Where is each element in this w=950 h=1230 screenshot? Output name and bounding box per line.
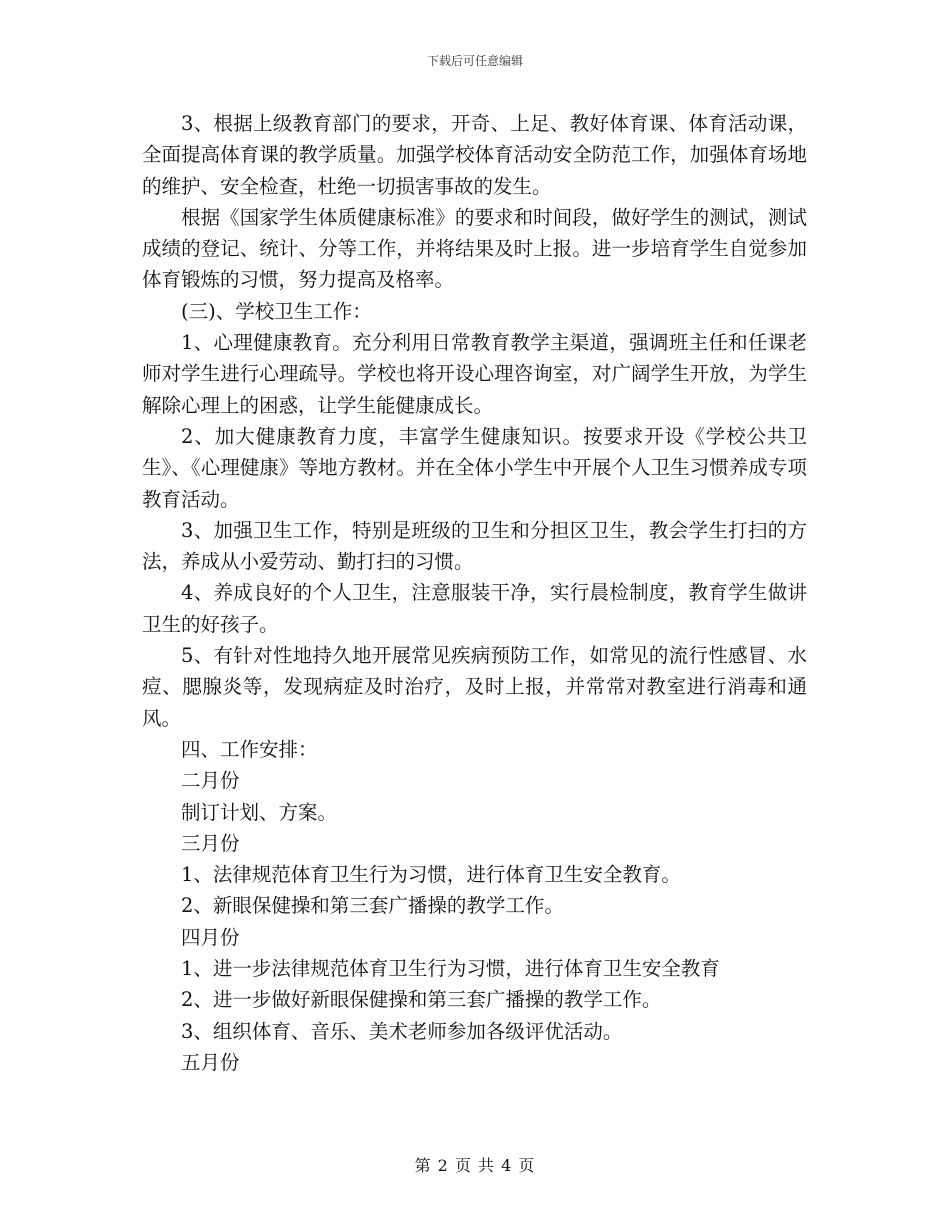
month-heading-march: 三月份 bbox=[181, 831, 240, 855]
paragraph-3: 1、心理健康教育。充分利用日常教育教学主渠道，强调班主任和任课老师对学生进行心理疏导。学校也将开设心理咨询室，对广阔学生开放，为学生解除心理上的困惑，让学生能健康成长。 bbox=[142, 331, 807, 417]
paragraph-4: 2、加大健康教育力度，丰富学生健康知识。按要求开设《学校公共卫生》、《心理健康》等地方教材。并在全体小学生中开展个人卫生习惯养成专项教育活动。 bbox=[142, 424, 807, 511]
month-heading-february: 二月份 bbox=[181, 769, 240, 793]
paragraph-1: 3、根据上级教育部门的要求，开奇、上足、教好体育课、体育活动课，全面提高体育课的教学质量。加强学校体育活动安全防范工作，加强体育场地的维护、安全检查，杜绝一切损害事故的发生。 bbox=[142, 112, 807, 198]
schedule-item: 3、组织体育、音乐、美术老师参加各级评优活动。 bbox=[181, 1019, 623, 1043]
document-body bbox=[142, 108, 807, 1078]
section-heading-school-hygiene: (三)、学校卫生工作： bbox=[181, 299, 372, 323]
schedule-item: 1、法律规范体育卫生行为习惯，进行体育卫生安全教育。 bbox=[181, 863, 681, 887]
schedule-item: 制订计划、方案。 bbox=[181, 800, 338, 824]
month-heading-april: 四月份 bbox=[181, 925, 240, 949]
footer-prefix: 第 bbox=[414, 1156, 432, 1175]
page-footer bbox=[0, 1153, 950, 1176]
month-heading-may: 五月份 bbox=[181, 1050, 240, 1074]
schedule-item: 2、新眼保健操和第三套广播操的教学工作。 bbox=[181, 894, 564, 918]
footer-suffix: 页 bbox=[518, 1156, 536, 1175]
current-page-number: 2 bbox=[437, 1156, 449, 1175]
page-header: 下载后可任意编辑 bbox=[426, 54, 523, 68]
paragraph-2: 根据《国家学生体质健康标准》的要求和时间段，做好学生的测试，测试成绩的登记、统计、分等工作，并将结果及时上报。进一步培育学生自觉参加体育锻炼的习惯，努力提高及格率。 bbox=[142, 205, 807, 292]
paragraph-6: 4、养成良好的个人卫生，注意服装干净，实行晨检制度，教育学生做讲卫生的好孩子。 bbox=[142, 581, 807, 636]
paragraph-7: 5、有针对性地持久地开展常见疾病预防工作，如常见的流行性感冒、水痘、腮腺炎等，发现病症及时治疗，及时上报，并常常对教室进行消毒和通风。 bbox=[142, 644, 807, 730]
section-heading-work-schedule: 四、工作安排： bbox=[181, 737, 318, 761]
paragraph-5: 3、加强卫生工作，特别是班级的卫生和分担区卫生，教会学生打扫的方法，养成从小爱劳动、勤打扫的习惯。 bbox=[142, 518, 807, 574]
total-pages-number: 4 bbox=[501, 1156, 513, 1175]
schedule-item: 2、进一步做好新眼保健操和第三套广播操的教学工作。 bbox=[181, 988, 662, 1012]
footer-middle: 页 共 bbox=[454, 1156, 496, 1175]
schedule-item: 1、进一步法律规范体育卫生行为习惯，进行体育卫生安全教育 bbox=[181, 957, 720, 981]
